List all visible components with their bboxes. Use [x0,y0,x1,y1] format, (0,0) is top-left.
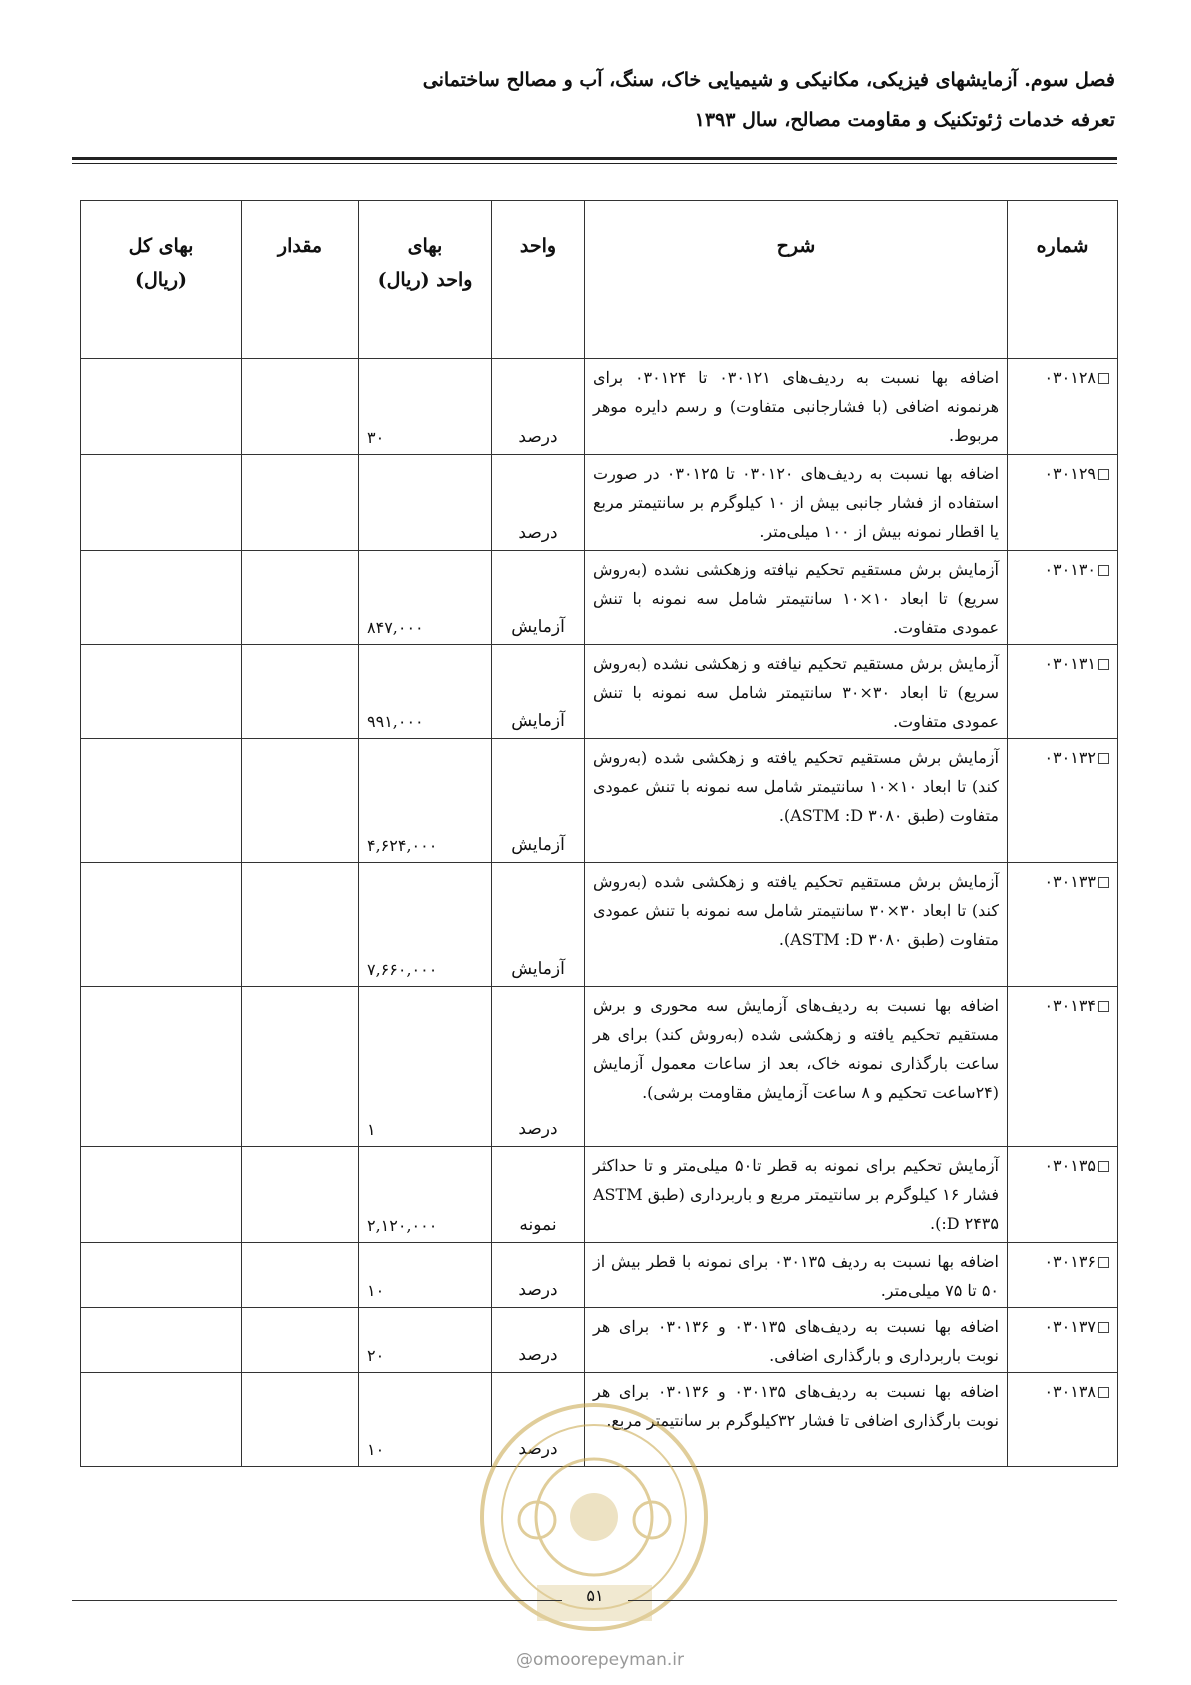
row-quantity [242,455,359,551]
row-number [1008,645,1118,739]
col-header-description: شرح [585,201,1008,359]
table-row [81,359,1118,455]
row-unit-price: ۲۰ [359,1308,492,1373]
table-row [81,987,1118,1147]
row-quantity [242,551,359,645]
table-row [81,1308,1118,1373]
document-subtitle: تعرفه خدمات ژئوتکنیک و مقاومت مصالح، سال ۱۳۹۳ [694,109,1115,131]
row-description: اضافه بها نسبت به ردیف‌های آزمایش سه محوری و برش مستقیم تحکیم یافته و زهکشی شده (به‌روش کند) برای هر ساعت بارگذاری نمونه خاک، بعد از ساعات معمول آزمایش (۲۴ساعت تحکیم و ۸ ساعت آزمایش مقاومت برشی). [585,987,1008,1147]
row-number-text: ۰۳۰۱۳۷ [1044,1317,1096,1336]
col-header-number: شماره [1008,201,1118,359]
row-number-text: ۰۳۰۱۳۰ [1044,560,1096,579]
checkbox-glyph-icon [1098,1387,1109,1398]
row-quantity [242,739,359,863]
row-quantity [242,863,359,987]
row-unit: درصد [492,359,585,455]
row-total [81,863,242,987]
row-unit-price: ۴,۶۲۴,۰۰۰ [359,739,492,863]
row-total [81,1243,242,1308]
col-header-unit: واحد [492,201,585,359]
checkbox-glyph-icon [1098,1257,1109,1268]
table-row [81,645,1118,739]
row-quantity [242,1308,359,1373]
footer-rule-left [72,1600,562,1601]
row-unit-price: ۹۹۱,۰۰۰ [359,645,492,739]
row-total [81,455,242,551]
row-unit: آزمایش [492,645,585,739]
row-description: اضافه بها نسبت به ردیف ۰۳۰۱۳۵ برای نمونه با قطر بیش از ۵۰ تا ۷۵ میلی‌متر. [585,1243,1008,1308]
row-unit: آزمایش [492,551,585,645]
header-rule-thick [72,157,1117,160]
row-number [1008,739,1118,863]
col-header-total [81,201,242,359]
page-number: ۵۱ [586,1586,604,1605]
row-unit: نمونه [492,1147,585,1243]
row-number-text: ۰۳۰۱۳۳ [1044,872,1096,891]
row-unit: درصد [492,1373,585,1467]
total-label-line1: بهای کل [128,235,194,257]
row-total [81,359,242,455]
row-number [1008,551,1118,645]
row-quantity [242,359,359,455]
row-total [81,739,242,863]
unit-price-label-line2: واحد (ریال) [377,269,473,291]
row-number [1008,863,1118,987]
row-total [81,1308,242,1373]
row-unit-price: ۲,۱۲۰,۰۰۰ [359,1147,492,1243]
table-row [81,739,1118,863]
row-unit-price: ۱۰ [359,1243,492,1308]
row-unit-price: ۷,۶۶۰,۰۰۰ [359,863,492,987]
checkbox-glyph-icon [1098,1001,1109,1012]
row-number [1008,1243,1118,1308]
table-row [81,455,1118,551]
table-row [81,863,1118,987]
total-label-line2: (ریال) [134,269,188,291]
table-header-row [81,201,1118,359]
row-description: آزمایش برش مستقیم تحکیم نیافته وزهکشی نشده (به‌روش سریع) تا ابعاد ۱۰×۱۰ سانتیمتر شامل سه نمونه با تنش عمودی متفاوت. [585,551,1008,645]
row-description: آزمایش برش مستقیم تحکیم نیافته و زهکشی نشده (به‌روش سریع) تا ابعاد ۳۰×۳۰ سانتیمتر شامل سه نمونه با تنش عمودی متفاوت. [585,645,1008,739]
row-number [1008,1373,1118,1467]
chapter-title: فصل سوم. آزمایشهای فیزیکی، مکانیکی و شیمیایی خاک، سنگ، آب و مصالح ساختمانی [422,69,1115,91]
table-row [81,1147,1118,1243]
footer-rule-right [628,1600,1117,1601]
row-number-text: ۰۳۰۱۲۸ [1044,368,1096,387]
checkbox-glyph-icon [1098,1161,1109,1172]
checkbox-glyph-icon [1098,469,1109,480]
row-number [1008,359,1118,455]
table-row [81,1243,1118,1308]
row-unit: درصد [492,455,585,551]
row-unit-price: ۳۰ [359,359,492,455]
row-quantity [242,645,359,739]
row-number [1008,455,1118,551]
row-description: آزمایش برش مستقیم تحکیم یافته و زهکشی شده (به‌روش کند) تا ابعاد ۱۰×۱۰ سانتیمتر شامل سه نمونه با تنش عمودی متفاوت (طبق ASTM :D ۳۰۸۰). [585,739,1008,863]
row-number-text: ۰۳۰۱۳۱ [1044,654,1096,673]
table-row [81,551,1118,645]
page-header [75,60,1115,140]
row-number-text: ۰۳۰۱۳۸ [1044,1382,1096,1401]
row-unit: درصد [492,987,585,1147]
row-description: اضافه بها نسبت به ردیف‌های ۰۳۰۱۲۰ تا ۰۳۰۱۲۵ در صورت استفاده از فشار جانبی بیش از ۱۰ کیلوگرم بر سانتیمتر مربع یا اقطار نمونه بیش از ۱۰۰ میلی‌متر. [585,455,1008,551]
row-description: آزمایش تحکیم برای نمونه به قطر تا۵۰ میلی‌متر و تا حداکثر فشار ۱۶ کیلوگرم بر سانتیمتر مربع و باربرداری (طبق ASTM :D ۲۴۳۵). [585,1147,1008,1243]
row-number-text: ۰۳۰۱۲۹ [1044,464,1096,483]
row-total [81,1147,242,1243]
row-unit-price: ۱ [359,987,492,1147]
checkbox-glyph-icon [1098,565,1109,576]
checkbox-glyph-icon [1098,1322,1109,1333]
row-number-text: ۰۳۰۱۳۵ [1044,1156,1096,1175]
checkbox-glyph-icon [1098,753,1109,764]
row-unit: آزمایش [492,863,585,987]
checkbox-glyph-icon [1098,877,1109,888]
row-unit-price [359,455,492,551]
checkbox-glyph-icon [1098,373,1109,384]
row-unit-price: ۸۴۷,۰۰۰ [359,551,492,645]
row-unit: درصد [492,1308,585,1373]
row-total [81,987,242,1147]
row-total [81,1373,242,1467]
row-description: اضافه بها نسبت به ردیف‌های ۰۳۰۱۳۵ و ۰۳۰۱۳۶ برای هر نوبت بارگذاری اضافی تا فشار ۳۲کیلوگرم بر سانتیمتر مربع. [585,1373,1008,1467]
row-number [1008,1308,1118,1373]
checkbox-glyph-icon [1098,659,1109,670]
row-unit-price: ۱۰ [359,1373,492,1467]
col-header-quantity: مقدار [242,201,359,359]
row-quantity [242,1147,359,1243]
row-quantity [242,987,359,1147]
row-quantity [242,1243,359,1308]
col-header-unit-price [359,201,492,359]
row-number [1008,1147,1118,1243]
row-description: اضافه بها نسبت به ردیف‌های ۰۳۰۱۲۱ تا ۰۳۰۱۲۴ برای هرنمونه اضافی (با فشارجانبی متفاوت) و رسم دایره موهر مربوط. [585,359,1008,455]
row-description: اضافه بها نسبت به ردیف‌های ۰۳۰۱۳۵ و ۰۳۰۱۳۶ برای هر نوبت باربرداری و بارگذاری اضافی. [585,1308,1008,1373]
row-total [81,551,242,645]
row-unit: آزمایش [492,739,585,863]
website-watermark: @omoorepeyman.ir [515,1650,685,1670]
row-number [1008,987,1118,1147]
tariff-table [80,200,1118,1467]
row-quantity [242,1373,359,1467]
unit-price-label-line1: بهای [407,235,443,257]
header-rule-thin [72,163,1117,164]
row-unit: درصد [492,1243,585,1308]
row-number-text: ۰۳۰۱۳۴ [1044,996,1096,1015]
row-number-text: ۰۳۰۱۳۶ [1044,1252,1096,1271]
row-number-text: ۰۳۰۱۳۲ [1044,748,1096,767]
row-total [81,645,242,739]
row-description: آزمایش برش مستقیم تحکیم یافته و زهکشی شده (به‌روش کند) تا ابعاد ۳۰×۳۰ سانتیمتر شامل سه نمونه با تنش عمودی متفاوت (طبق ASTM :D ۳۰۸۰). [585,863,1008,987]
